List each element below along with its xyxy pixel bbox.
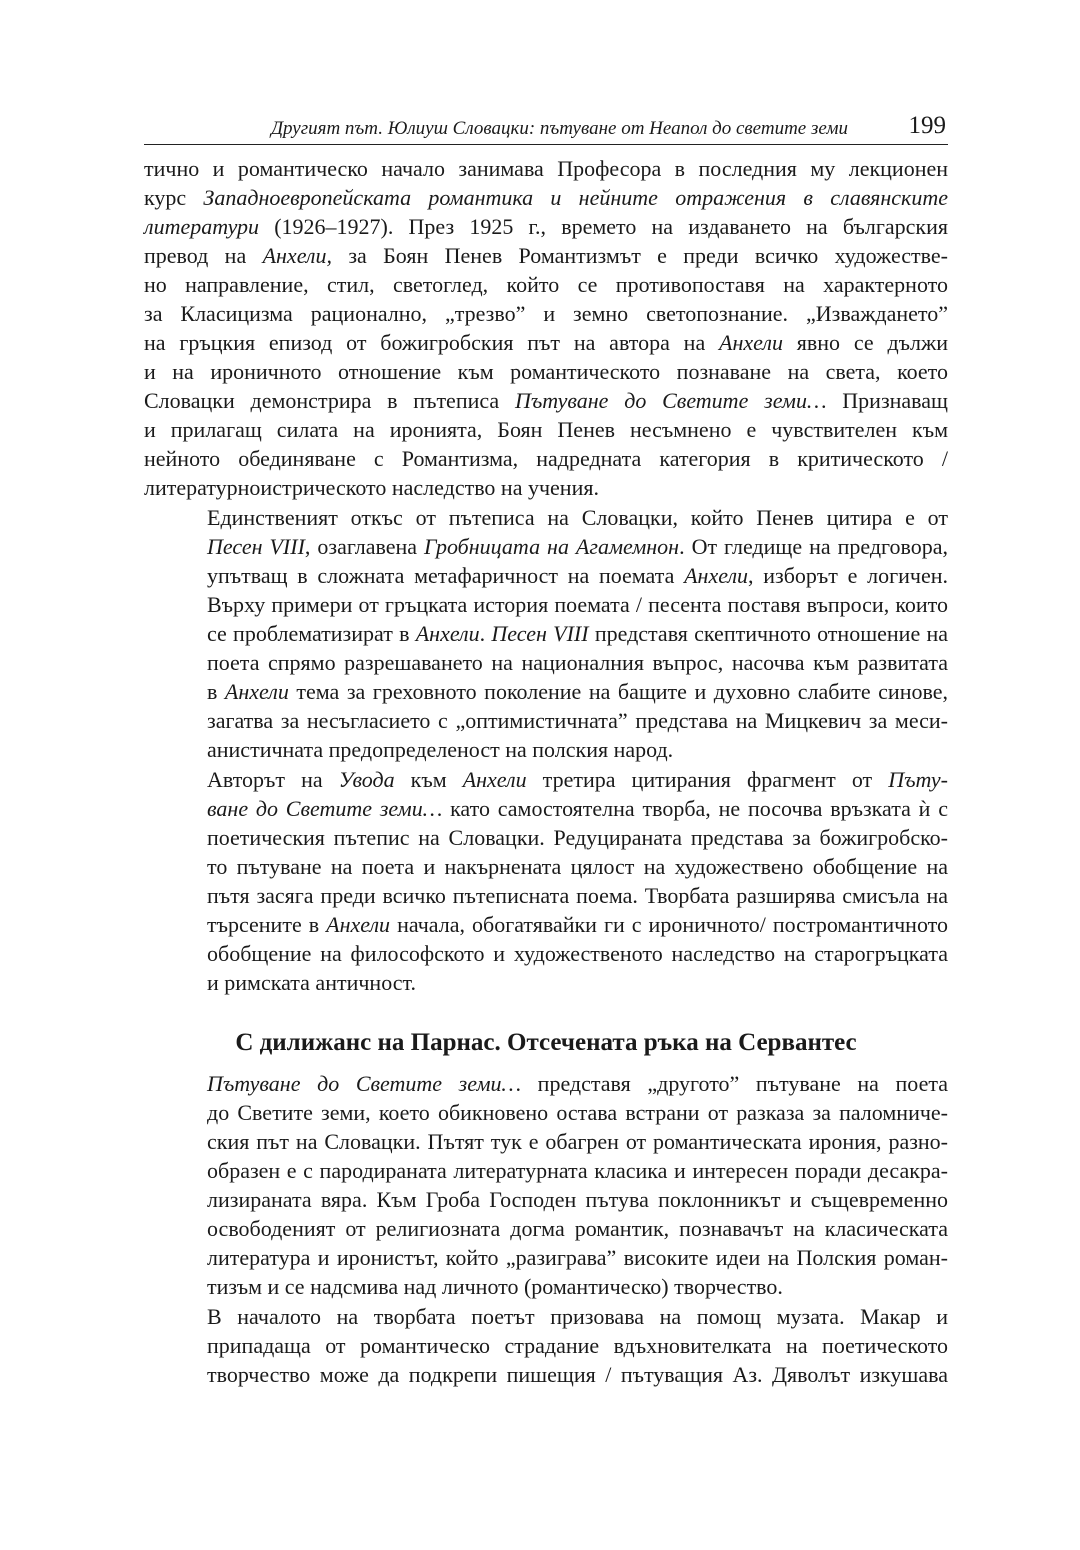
- italic-run: Анхели,: [262, 243, 333, 268]
- text-run: в: [207, 679, 225, 704]
- text-run: ския път на Словацки. Пътят тук е обагрен от романтическата ирония, разно-: [207, 1129, 948, 1154]
- text-line: [144, 910, 948, 939]
- text-run: , изборът е логичен.: [748, 563, 948, 588]
- text-line: [144, 183, 948, 212]
- italic-run: Анхели: [224, 679, 289, 704]
- text-line: [144, 415, 948, 444]
- text-run: упътващ в сложната метафаричност на поемата: [207, 563, 685, 588]
- text-line: [144, 852, 948, 881]
- text-run: лизираната вяра. Към Гроба Господен пътува поклонникът и същевременно: [207, 1187, 948, 1212]
- page-header: [144, 112, 948, 145]
- text-run: явно се дължи: [782, 330, 948, 355]
- text-line: [144, 270, 948, 299]
- text-line: [144, 677, 948, 706]
- text-line: [144, 1360, 948, 1389]
- text-line: [144, 794, 948, 823]
- text-run: търсените в: [207, 912, 327, 937]
- text-run: но направление, стил, светоглед, който се противопоставя на характерното: [144, 272, 948, 297]
- italic-run: Пътуване до Светите земи…: [207, 1071, 522, 1096]
- paragraph: [144, 1069, 948, 1301]
- text-line: [144, 1098, 948, 1127]
- text-line: [144, 212, 948, 241]
- italic-run: Гробницата на Агамемнон: [424, 534, 680, 559]
- paragraph: [144, 154, 948, 502]
- text-run: тично и романтическо начало занимава Професора в последния му лекционен: [144, 156, 948, 181]
- page-number: 199: [908, 112, 946, 139]
- text-run: Единственият откъс от пътеписа на Словацки, който Пенев цитира е от: [207, 505, 948, 530]
- text-run: . От гледище на предговора,: [679, 534, 949, 559]
- text-run: обобщение на философското и художественото наследство на старогръцката: [207, 941, 948, 966]
- text-line: [144, 532, 948, 561]
- italic-run: Западноевропейската романтика и нейните отражения в славянските: [203, 185, 948, 210]
- text-run: тема за греховното поколение на бащите и духовно слабите синове,: [288, 679, 949, 704]
- text-line: [144, 1156, 948, 1185]
- text-run: .: [479, 621, 492, 646]
- text-run: и на ироничното отношение към романтическото познаване на света, което: [144, 359, 948, 384]
- italic-run: Анхели: [326, 912, 391, 937]
- text-run: начала, обогатявайки ги с ироничното/ постромантичното: [390, 912, 948, 937]
- text-run: то пътуване на поета и накърнената цялост на художествено обобщение на: [207, 854, 948, 879]
- text-run: третира цитирания фрагмент от: [526, 767, 889, 792]
- text-run: творчество може да подкрепи пишещия / пътуващия Аз. Дяволът изкушава: [207, 1362, 948, 1387]
- text-line: [144, 503, 948, 532]
- italic-run: Увода: [338, 767, 395, 792]
- section-heading: С дилижанс на Парнас. Отсечената ръка на Сервантес: [235, 1029, 857, 1056]
- text-run: представя „другото” пътуване на поета: [521, 1071, 948, 1096]
- text-run: превод на: [144, 243, 263, 268]
- text-run: за Боян Пенев Романтизмът е преди всичко художестве-: [332, 243, 948, 268]
- text-run: нейното обединяване с Романтизма, надредната категория в критическото /: [144, 446, 948, 471]
- text-run: поетическия пътепис на Словацки. Редуцираната представа за божигробско-: [207, 825, 948, 850]
- italic-run: Песен VIII: [207, 534, 305, 559]
- italic-run: Анхели: [684, 563, 749, 588]
- text-line: [144, 939, 948, 968]
- text-line: [144, 386, 948, 415]
- text-line: [144, 735, 948, 764]
- italic-run: Анхели: [719, 330, 783, 355]
- text-run: Върху примери от гръцката история поемата / песента поставя въпроси, които: [207, 592, 948, 617]
- text-line: [144, 1331, 948, 1360]
- italic-run: Анхели: [415, 621, 480, 646]
- text-run: като самостоятелна творба, не посочва връзката ѝ с: [442, 796, 948, 821]
- text-line: [144, 444, 948, 473]
- text-run: пътя засяга преди всичко пътеписната поема. Творбата разширява смисъла на: [207, 883, 948, 908]
- text-run: литература и иронистът, който „разиграва” високите идеи на Полския роман-: [207, 1245, 948, 1270]
- text-run: припадаща от романтическо страдание вдъхновителката на поетическото: [207, 1333, 948, 1358]
- text-line: [144, 619, 948, 648]
- paragraph: [144, 1302, 948, 1389]
- text-run: на гръцкия епизод от божигробския път на автора на: [144, 330, 720, 355]
- text-line: [144, 1127, 948, 1156]
- text-line: [144, 648, 948, 677]
- italic-run: Пътуване до Светите земи…: [514, 388, 827, 413]
- text-run: Словацки демонстрира в пътеписа: [144, 388, 515, 413]
- text-line: [144, 1302, 948, 1331]
- paragraphs-before-heading: [144, 154, 948, 997]
- text-line: [144, 328, 948, 357]
- text-run: и прилагащ силата на иронията, Боян Пенев несъмнено е чувствителен към: [144, 417, 948, 442]
- text-line: [144, 299, 948, 328]
- paragraphs-after-heading: [144, 1069, 948, 1389]
- text-line: [144, 1243, 948, 1272]
- text-line: [144, 1272, 948, 1301]
- text-line: [144, 1069, 948, 1098]
- text-run: Авторът на: [207, 767, 339, 792]
- text-run: В началото на творбата поетът призовава на помощ музата. Макар и: [207, 1304, 948, 1329]
- text-line: [144, 823, 948, 852]
- text-run: образен е с пародираната литературната класика и интересен поради десакра-: [207, 1158, 948, 1183]
- text-run: и римската античност.: [207, 970, 416, 995]
- text-run: загатва за несъгласието с „оптимистичната” представа на Мицкевич за меси-: [207, 708, 948, 733]
- text-line: [144, 1214, 948, 1243]
- paragraph: [144, 503, 948, 764]
- text-run: освободеният от религиозната догма романтик, познавачът на класическата: [207, 1216, 948, 1241]
- italic-run: Пъту-: [888, 767, 948, 792]
- text-line: [144, 473, 948, 502]
- text-run: към: [394, 767, 463, 792]
- text-line: [144, 241, 948, 270]
- running-head: Другият път. Юлиуш Словацки: пътуване от Неапол до светите земи: [270, 118, 848, 139]
- text-line: [144, 1185, 948, 1214]
- italic-run: Анхели: [462, 767, 527, 792]
- text-run: поета спрямо разрешаването на националния въпрос, насочва към развитата: [207, 650, 948, 675]
- italic-run: литератури: [144, 214, 260, 239]
- text-line: [144, 590, 948, 619]
- text-run: представя скептичното отношение на: [588, 621, 948, 646]
- text-line: [144, 765, 948, 794]
- text-line: [144, 968, 948, 997]
- text-line: [144, 357, 948, 386]
- text-run: до Светите земи, което обикновено остава встрани от разказа за паломниче-: [207, 1100, 948, 1125]
- italic-run: ване до Светите земи…: [207, 796, 443, 821]
- text-run: Признаващ: [826, 388, 948, 413]
- text-run: се проблематизират в: [207, 621, 416, 646]
- text-run: (1926–1927). През 1925 г., времето на издаването на българския: [259, 214, 948, 239]
- text-run: литературноистрическото наследство на учения.: [144, 475, 599, 500]
- text-line: [144, 881, 948, 910]
- text-run: тизъм и се надсмива над личното (романтическо) творчество.: [207, 1274, 783, 1299]
- text-line: [144, 706, 948, 735]
- paragraph: [144, 765, 948, 997]
- text-line: [144, 154, 948, 183]
- text-run: за Класицизма рационално, „трезво” и земно светопознание. „Изваждането”: [144, 301, 948, 326]
- text-run: курс: [144, 185, 204, 210]
- text-run: анистичната предопределеност на полския народ.: [207, 737, 674, 762]
- text-run: , озаглавена: [304, 534, 425, 559]
- text-line: [144, 561, 948, 590]
- body-text: [144, 154, 948, 1389]
- italic-run: Песен VIII: [491, 621, 589, 646]
